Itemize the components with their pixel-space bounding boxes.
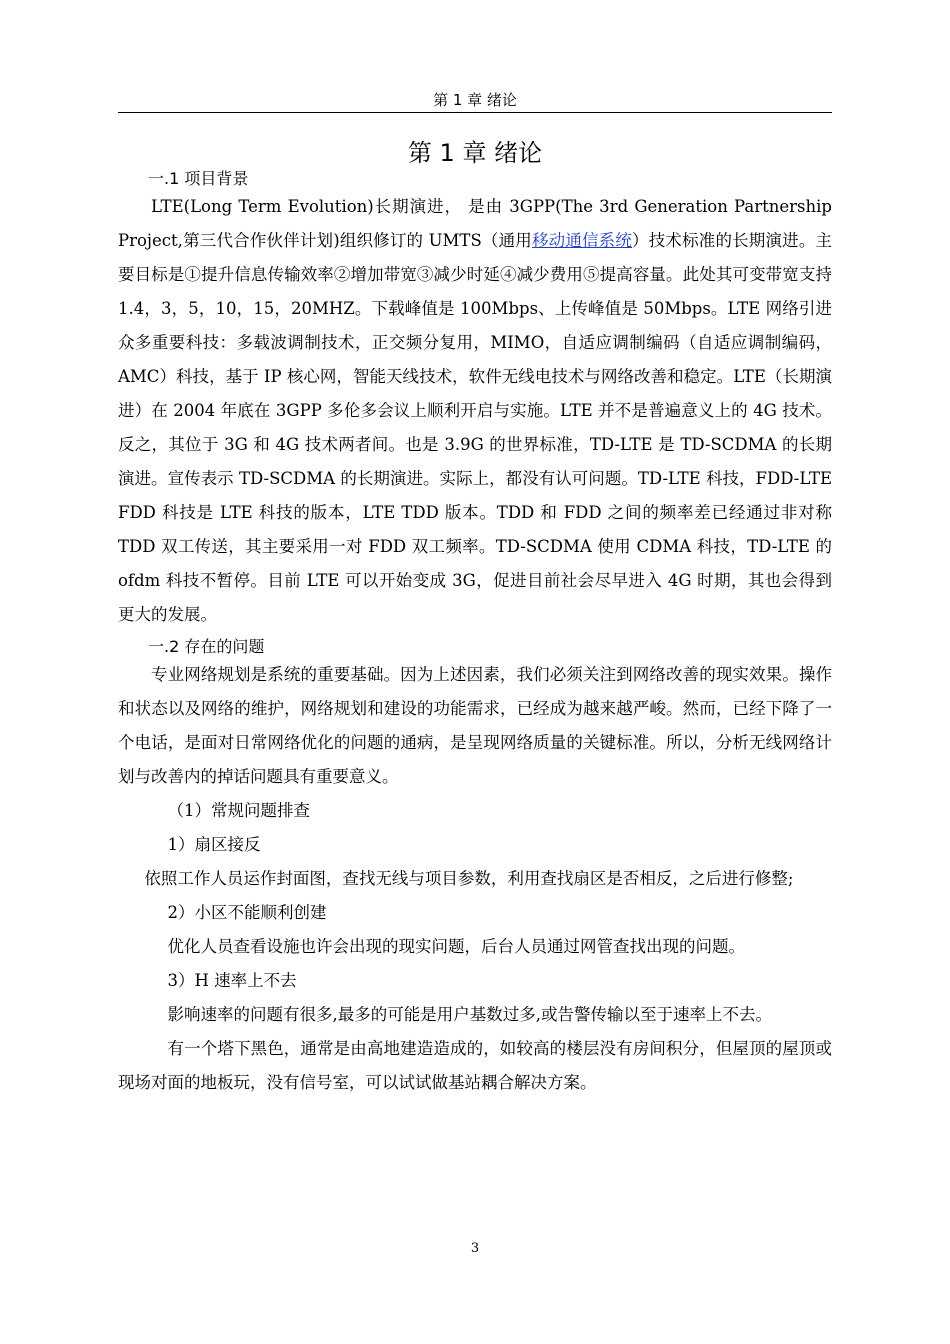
chapter-title: 第 1 章 绪论 xyxy=(407,139,543,167)
background-text-end: ）技术标准的长期演进。主要目标是①提升信息传输效率②增加带宽③减少时延④减少费用⑤提高容量。此处其可变带宽支持 1.4，3，5，10，15，20MHZ。下载峰值是 100Mbps、上传峰值是 50Mbps。LTE 网络引进众多重要科技：多载波调制技术，正交频分复用，MIMO，自适应调制编码（自适应调制编码，AMC）科技，基于 IP 核心网，智能天线技术，软件无线电技术与网络改善和稳定。LTE（长期演进）在 2004 年底在 3GPP 多伦多会议上顺利开启与实施。LTE 并不是普遍意义上的 4G 技术。反之，其位于 3G 和 4G 技术两者间。也是 3.9G 的世界标准，TD-LTE 是 TD-SCDMA 的长期演进。宣传表示 TD-SCDMA 的长期演进。实际上，都没有认可问题。TD-LTE 科技，FDD-LTE FDD 科技是 LTE 科技的版本，LTE TDD 版本。TDD 和 FDD 之间的频率差已经通过非对称 TDD 双工传送，其主要采用一对 FDD 双工频率。TD-SCDMA 使用 CDMA 科技，TD-LTE 的 ofdm 科技不暂停。目前 LTE 可以开始变成 3G，促进目前社会尽早进入 4G 时期，其也会得到更大的发展。 xyxy=(118,231,833,624)
page-number: 3 xyxy=(470,1241,480,1256)
section-heading-background: 一.1 项目背景 xyxy=(148,169,249,188)
problems-intro-paragraph: 专业网络规划是系统的重要基础。因为上述因素，我们必须关注到网络改善的现实效果。操作和状态以及网络的维护，网络规划和建设的功能需求，已经成为越来越严峻。然而，已经下降了一个电话，是面对日常网络优化的问题的通病，是呈现网络质量的关键标准。所以，分析无线网络计划与改善内的掉话问题具有重要意义。 xyxy=(118,665,832,786)
background-paragraph xyxy=(118,190,832,632)
section-heading-problems: 一.2 存在的问题 xyxy=(148,637,265,656)
item1-body: 依照工作人员运作封面图，查找无线与项目参数，利用查找扇区是否相反，之后进行修整; xyxy=(144,869,794,888)
item3-title: 3）H 速率上不去 xyxy=(167,971,297,990)
document-body xyxy=(118,168,832,1100)
item2-body: 优化人员查看设施也许会出现的现实问题，后台人员通过网管查找出现的问题。 xyxy=(167,937,745,956)
background-text-start: LTE(Long Term Evolution)长期演进， 是由 3GPP(The 3rd Generation Partnership Project,第三代合作伙伴计划)组织修订的 UMTS（通用 xyxy=(118,197,832,250)
item2-title: 2）小区不能顺利创建 xyxy=(167,903,327,922)
mobile-communication-link[interactable]: 移动通信系统 xyxy=(531,231,633,250)
item1-title: 1）扇区接反 xyxy=(167,835,261,854)
item3-body: 影响速率的问题有很多,最多的可能是用户基数过多,或告警传输以至于速率上不去。 xyxy=(167,1005,772,1024)
running-header: 第 1 章 绪论 xyxy=(433,91,517,109)
closing-paragraph: 有一个塔下黑色，通常是由高地建造造成的，如较高的楼层没有房间积分，但屋顶的屋顶或现场对面的地板玩，没有信号室，可以试试做基站耦合解决方案。 xyxy=(118,1039,832,1092)
header-rule xyxy=(118,112,832,113)
routine-check-item: （1）常规问题排查 xyxy=(167,801,310,820)
